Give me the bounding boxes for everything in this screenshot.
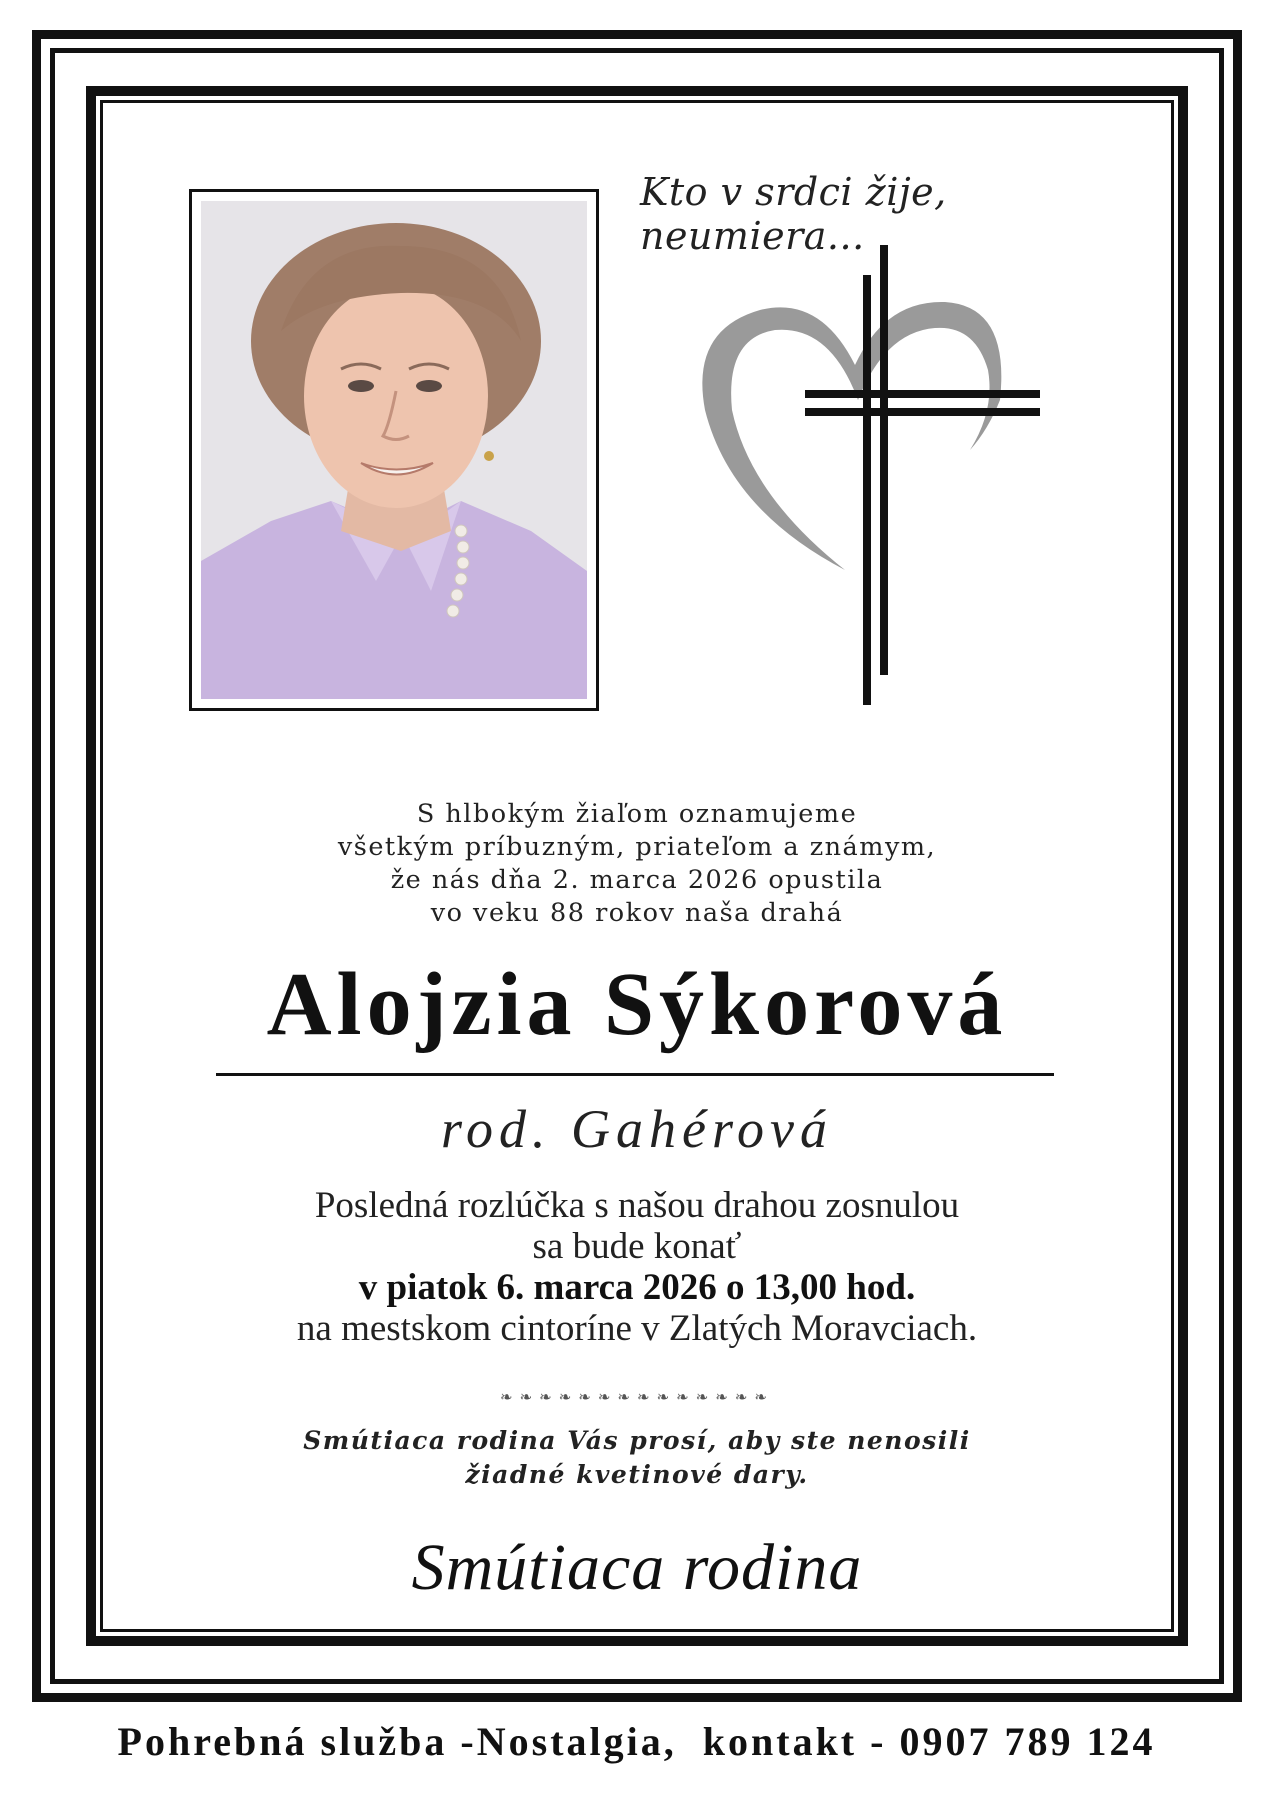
signature: Smútiaca rodina [411,1531,863,1604]
intro-line: že nás dňa 2. marca 2026 opustila [390,865,884,895]
announcement-text [100,798,1174,930]
flower-request [100,1424,1174,1492]
name-underline [216,1073,1054,1076]
request-line: Smútiaca rodina Vás prosí, aby ste nenosili [303,1426,971,1455]
motto: Kto v srdci žije, neumiera... [640,170,947,258]
heart-with-double-cross-icon [670,240,1050,720]
maiden-name: rod. Gahérová [441,1099,833,1159]
ornament-divider: ❧❧❧❧❧❧❧❧❧❧❧❧❧❧ [500,1388,774,1406]
intro-line: S hlbokým žiaľom oznamujeme [416,799,858,829]
funeral-details [100,1185,1174,1349]
intro-line: vo veku 88 rokov naša drahá [430,898,844,928]
funeral-line: Posledná rozlúčka s našou drahou zosnulou [314,1185,960,1226]
request-line: žiadné kvetinové dary. [465,1460,809,1489]
heart-shape [702,302,1001,570]
funeral-line: sa bude konať [532,1226,742,1267]
funeral-datetime: v piatok 6. marca 2026 o 13,00 hod. [358,1267,916,1308]
funeral-place: na mestskom cintoríne v Zlatých Moravciach. [296,1308,978,1349]
footer-contact: Pohrebná služba -Nostalgia, kontakt - 0907 789 124 [117,1719,1156,1764]
portrait-image [201,201,587,699]
intro-line: všetkým príbuzným, priateľom a známym, [337,832,937,862]
portrait-photo [189,189,599,711]
deceased-name: Alojzia Sýkorová [266,955,1008,1054]
